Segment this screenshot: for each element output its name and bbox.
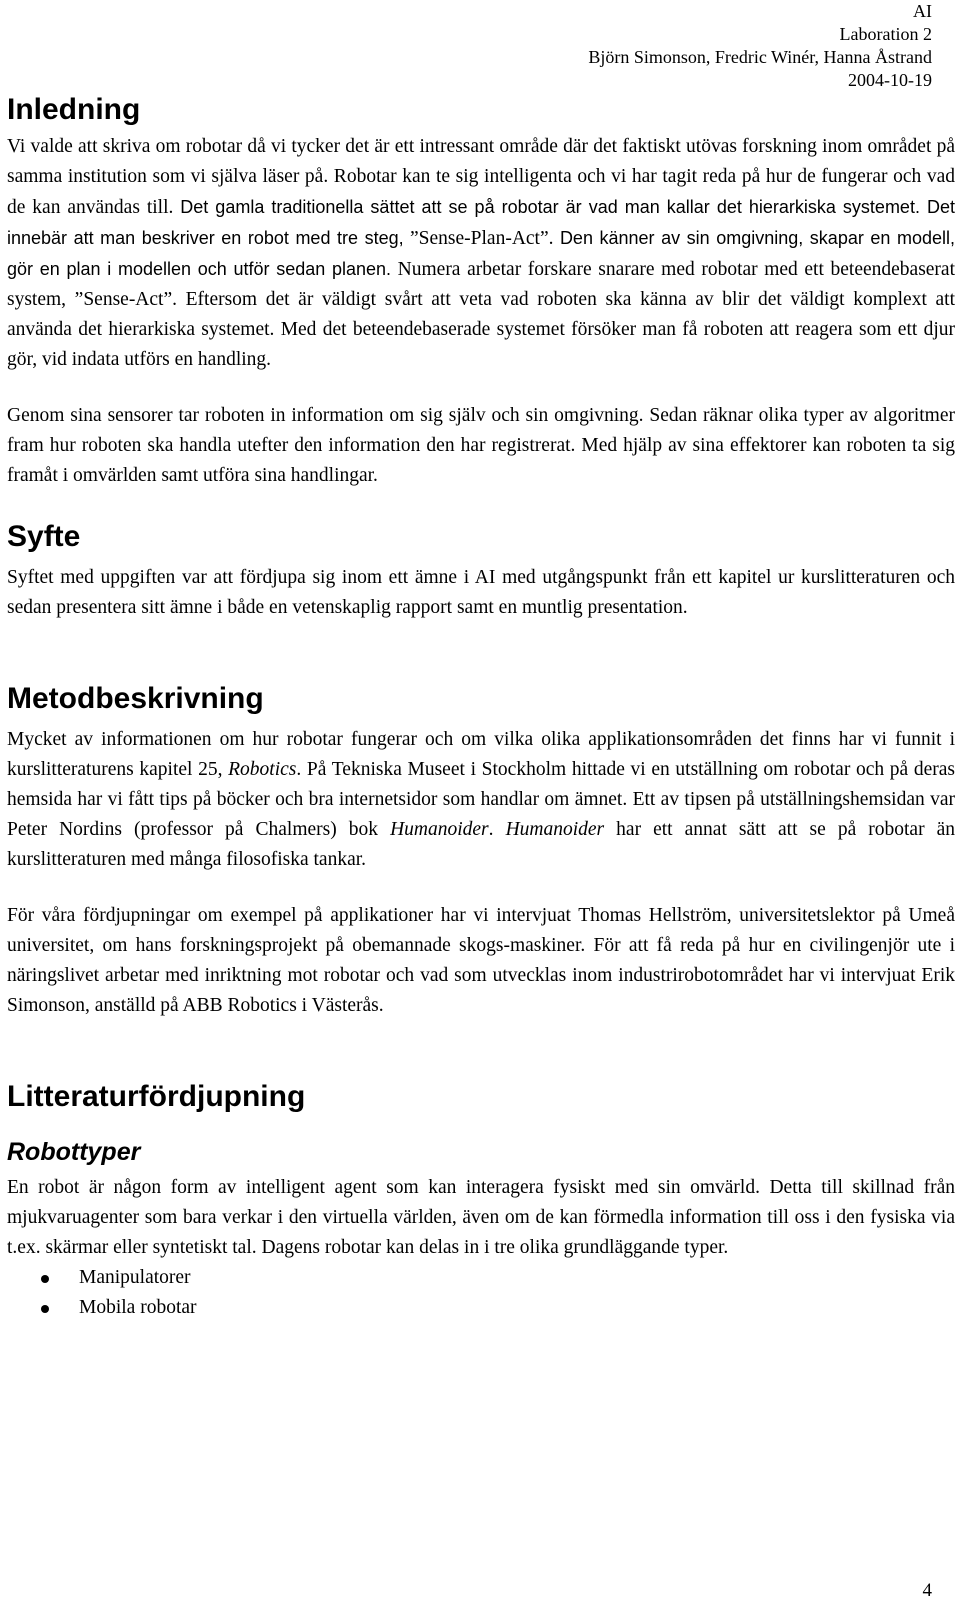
document-body — [7, 92, 955, 1323]
page-number: 4 — [922, 1580, 932, 1601]
metod-p1-humanoider-1: Humanoider — [390, 819, 489, 840]
inledning-p1-d: Den känner av sin omgivning, skapar en modell, gör en plan i modellen och utför sedan planen. — [7, 228, 955, 279]
metod-paragraph-1 — [7, 725, 955, 875]
metod-paragraph-2: För våra fördjupningar om exempel på applikationer har vi intervjuat Thomas Hellström, universitetslektor på Umeå universitet, om hans forskningsprojekt på obemannade skogs-maskiner. För att få reda på hur en civilingenjör ute i näringslivet arbetar med inriktning mot robotar och vad som utvecklas inom industrirobotområdet har vi intervjuat Erik Simonson, anställd på ABB Robotics i Västerås. — [7, 905, 955, 1016]
metod-p1-a: Mycket av informationen om hur robotar fungerar och om vilka olika applikationsområden det finns har vi funnit i kurslitteraturens kapitel 25, — [7, 729, 955, 780]
header-lab: Laboration 2 — [839, 24, 932, 44]
heading-metodbeskrivning: Metodbeskrivning — [7, 682, 264, 715]
inledning-p1-e: Numera arbetar forskare snarare med robotar med ett beteendebaserat system, ”Sense-Act”. Eftersom det är väldigt svårt att veta vad roboten ska känna av blir det väldigt komplext att använda det hierarkiska systemet. Med det beteendebaserade systemet försöker man få roboten att reagera som ett djur gör, vid indata utförs en handling. — [7, 259, 955, 370]
inledning-p1-c: ”Sense-Plan-Act”. — [403, 228, 560, 249]
metod-p1-c: . — [488, 819, 506, 840]
list-item: Manipulatorer — [7, 1263, 955, 1293]
header-authors: Björn Simonson, Fredric Winér, Hanna Åstrand — [588, 47, 932, 67]
inledning-paragraph-1 — [7, 132, 955, 375]
metod-p1-d: har ett annat sätt att se på robotar än kurslitteraturen med många filosofiska tankar. — [7, 819, 956, 870]
page-header — [588, 0, 932, 92]
metod-p1-humanoider-2: Humanoider — [505, 819, 605, 840]
heading-syfte: Syfte — [7, 520, 81, 553]
heading-inledning: Inledning — [7, 93, 141, 126]
metod-p1-b: . På Tekniska Museet i Stockholm hittade vi en utställning om robotar och på deras hemsida har vi fått tips på böcker och bra internetsidor som handlar om ämnet. Ett av tipsen på utställningshemsidan var Peter Nordins (professor på Chalmers) bok — [7, 759, 955, 840]
list-item: Mobila robotar — [7, 1293, 955, 1323]
syfte-paragraph-1: Syftet med uppgiften var att fördjupa sig inom ett ämne i AI med utgångspunkt från ett kapitel ur kurslitteraturen och sedan presentera sitt ämne i både en vetenskaplig rapport samt en muntlig presentation. — [7, 567, 955, 618]
robot-type-list — [7, 1263, 955, 1323]
litteratur-paragraph-1: En robot är någon form av intelligent agent som kan interagera fysiskt med sin omvärld. Detta till skillnad från mjukvaruagenter som bara verkar i den virtuella världen, även om de kan förmedla information till oss i den fysiska via t.ex. skärmar eller syntetiskt tal. Dagens robotar kan delas in i tre olika grundläggande typer. — [7, 1177, 955, 1258]
inledning-p1-a: Vi valde att skriva om robotar då vi tycker det är ett intressant område där det faktiskt utövas forskning inom området på samma institution som vi själva läser på. Robotar kan te sig intelligenta och vi har tagit reda på hur de fungerar och vad de kan användas till. — [7, 136, 955, 218]
header-course: AI — [913, 1, 932, 21]
heading-litteraturfordjupning: Litteraturfördjupning — [7, 1080, 306, 1113]
inledning-p1-b: Det gamla traditionella sättet att se på robotar är vad man kallar det hierarkiska systemet. Det innebär att man beskriver en robot med tre steg, — [7, 197, 955, 248]
metod-p1-robotics: Robotics — [228, 759, 297, 780]
heading-robottyper: Robottyper — [7, 1138, 141, 1166]
inledning-paragraph-2: Genom sina sensorer tar roboten in information om sig själv och sin omgivning. Sedan räknar olika typer av algoritmer fram hur roboten ska handla utefter den information den har registrerat. Med hjälp av sina effektorer kan roboten ta sig framåt i omvärlden samt utföra sina handlingar. — [7, 405, 955, 486]
header-date: 2004-10-19 — [848, 70, 932, 90]
